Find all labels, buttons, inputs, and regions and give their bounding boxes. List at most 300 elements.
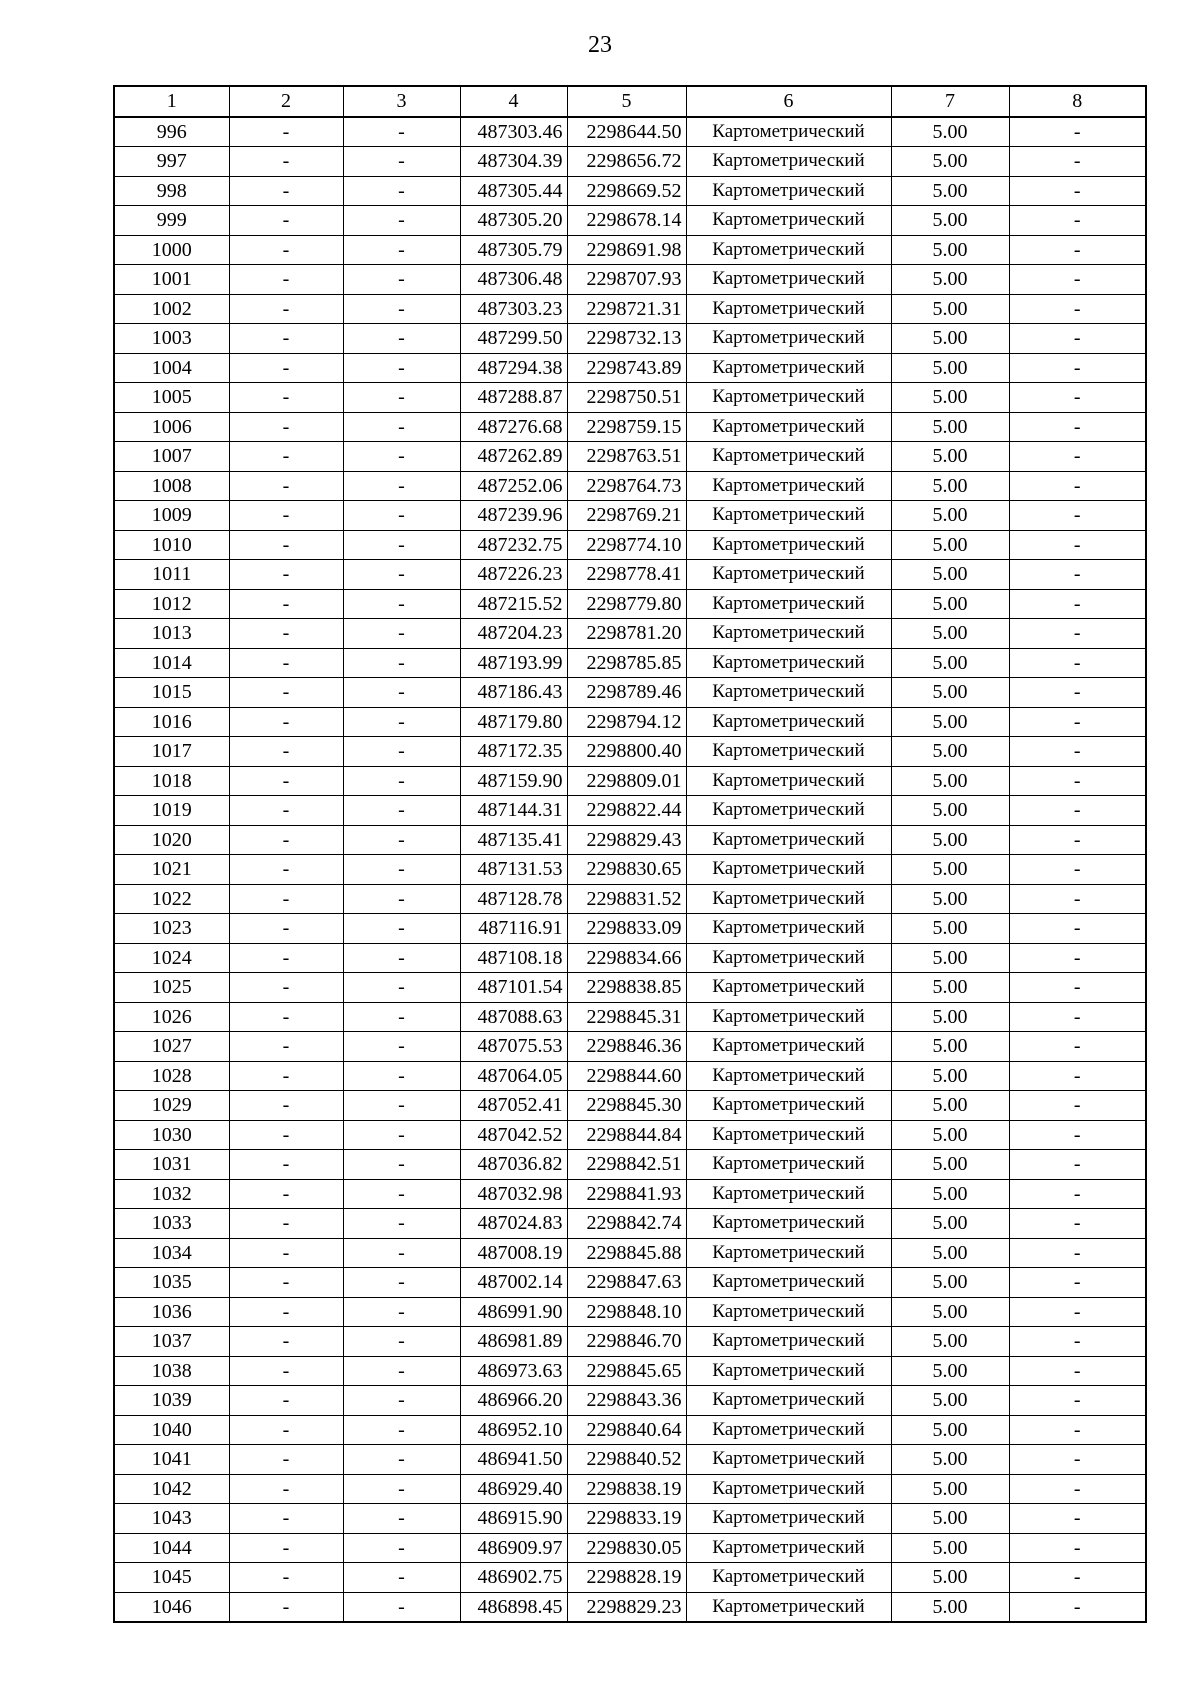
- table-row: [114, 589, 1146, 619]
- method-cell: Картометрический: [686, 501, 891, 531]
- method-cell: Картометрический: [686, 914, 891, 944]
- point-number-cell: 1034: [114, 1238, 229, 1268]
- table-row: [114, 1002, 1146, 1032]
- col3-cell: -: [343, 1032, 460, 1062]
- col2-cell: -: [229, 707, 343, 737]
- accuracy-cell: 5.00: [891, 265, 1009, 295]
- col3-cell: -: [343, 1150, 460, 1180]
- y-coordinate-cell: 2298830.05: [567, 1533, 686, 1563]
- col8-cell: -: [1009, 855, 1146, 885]
- table-row: [114, 117, 1146, 147]
- column-header: 4: [460, 86, 567, 117]
- col8-cell: -: [1009, 1002, 1146, 1032]
- col3-cell: -: [343, 530, 460, 560]
- point-number-cell: 1032: [114, 1179, 229, 1209]
- table-row: [114, 1061, 1146, 1091]
- accuracy-cell: 5.00: [891, 1032, 1009, 1062]
- y-coordinate-cell: 2298828.19: [567, 1563, 686, 1593]
- y-coordinate-cell: 2298845.65: [567, 1356, 686, 1386]
- col2-cell: -: [229, 1563, 343, 1593]
- col3-cell: -: [343, 265, 460, 295]
- col3-cell: -: [343, 1504, 460, 1534]
- col3-cell: -: [343, 147, 460, 177]
- col2-cell: -: [229, 973, 343, 1003]
- y-coordinate-cell: 2298644.50: [567, 117, 686, 147]
- method-cell: Картометрический: [686, 1563, 891, 1593]
- method-cell: Картометрический: [686, 353, 891, 383]
- y-coordinate-cell: 2298834.66: [567, 943, 686, 973]
- col8-cell: -: [1009, 265, 1146, 295]
- method-cell: Картометрический: [686, 471, 891, 501]
- table-row: [114, 855, 1146, 885]
- method-cell: Картометрический: [686, 117, 891, 147]
- table-row: [114, 1238, 1146, 1268]
- col8-cell: -: [1009, 560, 1146, 590]
- table-row: [114, 1356, 1146, 1386]
- method-cell: Картометрический: [686, 796, 891, 826]
- column-header: 3: [343, 86, 460, 117]
- x-coordinate-cell: 487276.68: [460, 412, 567, 442]
- col3-cell: -: [343, 973, 460, 1003]
- x-coordinate-cell: 487101.54: [460, 973, 567, 1003]
- x-coordinate-cell: 486898.45: [460, 1592, 567, 1622]
- accuracy-cell: 5.00: [891, 471, 1009, 501]
- y-coordinate-cell: 2298830.65: [567, 855, 686, 885]
- accuracy-cell: 5.00: [891, 973, 1009, 1003]
- col3-cell: -: [343, 1091, 460, 1121]
- col8-cell: -: [1009, 1563, 1146, 1593]
- col8-cell: -: [1009, 471, 1146, 501]
- accuracy-cell: 5.00: [891, 1445, 1009, 1475]
- point-number-cell: 1013: [114, 619, 229, 649]
- point-number-cell: 1007: [114, 442, 229, 472]
- method-cell: Картометрический: [686, 235, 891, 265]
- accuracy-cell: 5.00: [891, 206, 1009, 236]
- table-row: [114, 1504, 1146, 1534]
- col3-cell: -: [343, 1002, 460, 1032]
- col2-cell: -: [229, 737, 343, 767]
- column-header: 8: [1009, 86, 1146, 117]
- accuracy-cell: 5.00: [891, 1179, 1009, 1209]
- y-coordinate-cell: 2298781.20: [567, 619, 686, 649]
- col8-cell: -: [1009, 530, 1146, 560]
- method-cell: Картометрический: [686, 530, 891, 560]
- col2-cell: -: [229, 1120, 343, 1150]
- accuracy-cell: 5.00: [891, 442, 1009, 472]
- col3-cell: -: [343, 412, 460, 442]
- table-row: [114, 1474, 1146, 1504]
- accuracy-cell: 5.00: [891, 147, 1009, 177]
- y-coordinate-cell: 2298840.64: [567, 1415, 686, 1445]
- col8-cell: -: [1009, 1150, 1146, 1180]
- col2-cell: -: [229, 1091, 343, 1121]
- col2-cell: -: [229, 1061, 343, 1091]
- col2-cell: -: [229, 619, 343, 649]
- point-number-cell: 1027: [114, 1032, 229, 1062]
- accuracy-cell: 5.00: [891, 324, 1009, 354]
- x-coordinate-cell: 487305.44: [460, 176, 567, 206]
- col8-cell: -: [1009, 235, 1146, 265]
- col3-cell: -: [343, 1415, 460, 1445]
- col3-cell: -: [343, 855, 460, 885]
- col8-cell: -: [1009, 1356, 1146, 1386]
- method-cell: Картометрический: [686, 1032, 891, 1062]
- col8-cell: -: [1009, 1415, 1146, 1445]
- table-row: [114, 1445, 1146, 1475]
- y-coordinate-cell: 2298838.19: [567, 1474, 686, 1504]
- point-number-cell: 1022: [114, 884, 229, 914]
- col2-cell: -: [229, 1474, 343, 1504]
- col2-cell: -: [229, 294, 343, 324]
- col8-cell: -: [1009, 1091, 1146, 1121]
- col3-cell: -: [343, 1209, 460, 1239]
- col3-cell: -: [343, 1533, 460, 1563]
- y-coordinate-cell: 2298732.13: [567, 324, 686, 354]
- col3-cell: -: [343, 943, 460, 973]
- col8-cell: -: [1009, 1268, 1146, 1298]
- col3-cell: -: [343, 383, 460, 413]
- accuracy-cell: 5.00: [891, 1356, 1009, 1386]
- method-cell: Картометрический: [686, 1179, 891, 1209]
- y-coordinate-cell: 2298763.51: [567, 442, 686, 472]
- method-cell: Картометрический: [686, 1327, 891, 1357]
- column-header: 1: [114, 86, 229, 117]
- x-coordinate-cell: 487128.78: [460, 884, 567, 914]
- col2-cell: -: [229, 147, 343, 177]
- y-coordinate-cell: 2298759.15: [567, 412, 686, 442]
- table-row: [114, 1297, 1146, 1327]
- col2-cell: -: [229, 1238, 343, 1268]
- col3-cell: -: [343, 796, 460, 826]
- col2-cell: -: [229, 412, 343, 442]
- accuracy-cell: 5.00: [891, 1297, 1009, 1327]
- column-header: 6: [686, 86, 891, 117]
- col3-cell: -: [343, 117, 460, 147]
- table-row: [114, 471, 1146, 501]
- y-coordinate-cell: 2298845.88: [567, 1238, 686, 1268]
- col3-cell: -: [343, 884, 460, 914]
- col2-cell: -: [229, 589, 343, 619]
- accuracy-cell: 5.00: [891, 1002, 1009, 1032]
- y-coordinate-cell: 2298800.40: [567, 737, 686, 767]
- accuracy-cell: 5.00: [891, 560, 1009, 590]
- point-number-cell: 1019: [114, 796, 229, 826]
- col8-cell: -: [1009, 973, 1146, 1003]
- point-number-cell: 1042: [114, 1474, 229, 1504]
- x-coordinate-cell: 487002.14: [460, 1268, 567, 1298]
- accuracy-cell: 5.00: [891, 412, 1009, 442]
- table-row: [114, 914, 1146, 944]
- accuracy-cell: 5.00: [891, 1268, 1009, 1298]
- accuracy-cell: 5.00: [891, 1120, 1009, 1150]
- table-row: [114, 412, 1146, 442]
- x-coordinate-cell: 487215.52: [460, 589, 567, 619]
- point-number-cell: 1012: [114, 589, 229, 619]
- table-header-row: [114, 86, 1146, 117]
- y-coordinate-cell: 2298789.46: [567, 678, 686, 708]
- x-coordinate-cell: 487036.82: [460, 1150, 567, 1180]
- table-row: [114, 825, 1146, 855]
- col2-cell: -: [229, 501, 343, 531]
- method-cell: Картометрический: [686, 1356, 891, 1386]
- col3-cell: -: [343, 707, 460, 737]
- table-row: [114, 884, 1146, 914]
- col8-cell: -: [1009, 1504, 1146, 1534]
- col8-cell: -: [1009, 501, 1146, 531]
- col3-cell: -: [343, 1268, 460, 1298]
- method-cell: Картометрический: [686, 1386, 891, 1416]
- y-coordinate-cell: 2298842.74: [567, 1209, 686, 1239]
- table-row: [114, 235, 1146, 265]
- table-row: [114, 383, 1146, 413]
- x-coordinate-cell: 487299.50: [460, 324, 567, 354]
- col2-cell: -: [229, 442, 343, 472]
- y-coordinate-cell: 2298656.72: [567, 147, 686, 177]
- col8-cell: -: [1009, 943, 1146, 973]
- accuracy-cell: 5.00: [891, 1504, 1009, 1534]
- col8-cell: -: [1009, 147, 1146, 177]
- accuracy-cell: 5.00: [891, 1415, 1009, 1445]
- x-coordinate-cell: 487288.87: [460, 383, 567, 413]
- col3-cell: -: [343, 235, 460, 265]
- accuracy-cell: 5.00: [891, 1061, 1009, 1091]
- table-row: [114, 147, 1146, 177]
- col2-cell: -: [229, 206, 343, 236]
- point-number-cell: 999: [114, 206, 229, 236]
- table-row: [114, 707, 1146, 737]
- point-number-cell: 1006: [114, 412, 229, 442]
- table-row: [114, 973, 1146, 1003]
- accuracy-cell: 5.00: [891, 855, 1009, 885]
- method-cell: Картометрический: [686, 176, 891, 206]
- point-number-cell: 1046: [114, 1592, 229, 1622]
- method-cell: Картометрический: [686, 1091, 891, 1121]
- point-number-cell: 1001: [114, 265, 229, 295]
- y-coordinate-cell: 2298779.80: [567, 589, 686, 619]
- accuracy-cell: 5.00: [891, 294, 1009, 324]
- method-cell: Картометрический: [686, 147, 891, 177]
- col8-cell: -: [1009, 1386, 1146, 1416]
- table-row: [114, 294, 1146, 324]
- x-coordinate-cell: 487193.99: [460, 648, 567, 678]
- x-coordinate-cell: 487204.23: [460, 619, 567, 649]
- method-cell: Картометрический: [686, 1415, 891, 1445]
- x-coordinate-cell: 486941.50: [460, 1445, 567, 1475]
- point-number-cell: 1011: [114, 560, 229, 590]
- accuracy-cell: 5.00: [891, 530, 1009, 560]
- x-coordinate-cell: 487305.20: [460, 206, 567, 236]
- y-coordinate-cell: 2298840.52: [567, 1445, 686, 1475]
- x-coordinate-cell: 487064.05: [460, 1061, 567, 1091]
- accuracy-cell: 5.00: [891, 884, 1009, 914]
- method-cell: Картометрический: [686, 383, 891, 413]
- point-number-cell: 1043: [114, 1504, 229, 1534]
- y-coordinate-cell: 2298846.36: [567, 1032, 686, 1062]
- col8-cell: -: [1009, 294, 1146, 324]
- table-row: [114, 737, 1146, 767]
- accuracy-cell: 5.00: [891, 1533, 1009, 1563]
- y-coordinate-cell: 2298842.51: [567, 1150, 686, 1180]
- col8-cell: -: [1009, 678, 1146, 708]
- point-number-cell: 1026: [114, 1002, 229, 1032]
- accuracy-cell: 5.00: [891, 1150, 1009, 1180]
- col8-cell: -: [1009, 1327, 1146, 1357]
- col3-cell: -: [343, 442, 460, 472]
- y-coordinate-cell: 2298829.43: [567, 825, 686, 855]
- method-cell: Картометрический: [686, 442, 891, 472]
- y-coordinate-cell: 2298721.31: [567, 294, 686, 324]
- table-row: [114, 1533, 1146, 1563]
- col3-cell: -: [343, 206, 460, 236]
- accuracy-cell: 5.00: [891, 235, 1009, 265]
- col8-cell: -: [1009, 1533, 1146, 1563]
- table-row: [114, 206, 1146, 236]
- col2-cell: -: [229, 1533, 343, 1563]
- method-cell: Картометрический: [686, 1209, 891, 1239]
- col2-cell: -: [229, 1445, 343, 1475]
- accuracy-cell: 5.00: [891, 1474, 1009, 1504]
- table-row: [114, 560, 1146, 590]
- point-number-cell: 1038: [114, 1356, 229, 1386]
- table-row: [114, 265, 1146, 295]
- y-coordinate-cell: 2298743.89: [567, 353, 686, 383]
- col8-cell: -: [1009, 884, 1146, 914]
- col2-cell: -: [229, 530, 343, 560]
- col8-cell: -: [1009, 825, 1146, 855]
- method-cell: Картометрический: [686, 1002, 891, 1032]
- point-number-cell: 1023: [114, 914, 229, 944]
- col2-cell: -: [229, 1268, 343, 1298]
- x-coordinate-cell: 486952.10: [460, 1415, 567, 1445]
- col3-cell: -: [343, 1238, 460, 1268]
- col2-cell: -: [229, 1415, 343, 1445]
- method-cell: Картометрический: [686, 619, 891, 649]
- col8-cell: -: [1009, 1297, 1146, 1327]
- col2-cell: -: [229, 265, 343, 295]
- method-cell: Картометрический: [686, 884, 891, 914]
- y-coordinate-cell: 2298809.01: [567, 766, 686, 796]
- point-number-cell: 1025: [114, 973, 229, 1003]
- table-row: [114, 442, 1146, 472]
- col8-cell: -: [1009, 176, 1146, 206]
- x-coordinate-cell: 487108.18: [460, 943, 567, 973]
- point-number-cell: 1004: [114, 353, 229, 383]
- y-coordinate-cell: 2298838.85: [567, 973, 686, 1003]
- table-row: [114, 648, 1146, 678]
- table-row: [114, 678, 1146, 708]
- col3-cell: -: [343, 648, 460, 678]
- method-cell: Картометрический: [686, 855, 891, 885]
- col8-cell: -: [1009, 589, 1146, 619]
- table-row: [114, 766, 1146, 796]
- method-cell: Картометрический: [686, 1592, 891, 1622]
- x-coordinate-cell: 487116.91: [460, 914, 567, 944]
- x-coordinate-cell: 487226.23: [460, 560, 567, 590]
- col3-cell: -: [343, 1386, 460, 1416]
- point-number-cell: 1002: [114, 294, 229, 324]
- y-coordinate-cell: 2298764.73: [567, 471, 686, 501]
- accuracy-cell: 5.00: [891, 1563, 1009, 1593]
- accuracy-cell: 5.00: [891, 737, 1009, 767]
- point-number-cell: 1039: [114, 1386, 229, 1416]
- col8-cell: -: [1009, 353, 1146, 383]
- method-cell: Картометрический: [686, 1268, 891, 1298]
- table-row: [114, 1327, 1146, 1357]
- col3-cell: -: [343, 1474, 460, 1504]
- point-number-cell: 1044: [114, 1533, 229, 1563]
- col8-cell: -: [1009, 117, 1146, 147]
- x-coordinate-cell: 487306.48: [460, 265, 567, 295]
- accuracy-cell: 5.00: [891, 796, 1009, 826]
- col8-cell: -: [1009, 1474, 1146, 1504]
- coordinates-table: [113, 85, 1147, 1623]
- page-number: 23: [588, 32, 612, 58]
- col3-cell: -: [343, 678, 460, 708]
- col2-cell: -: [229, 1150, 343, 1180]
- col2-cell: -: [229, 383, 343, 413]
- col3-cell: -: [343, 1356, 460, 1386]
- x-coordinate-cell: 486966.20: [460, 1386, 567, 1416]
- col2-cell: -: [229, 560, 343, 590]
- table-row: [114, 943, 1146, 973]
- x-coordinate-cell: 486902.75: [460, 1563, 567, 1593]
- x-coordinate-cell: 487252.06: [460, 471, 567, 501]
- x-coordinate-cell: 487088.63: [460, 1002, 567, 1032]
- y-coordinate-cell: 2298833.09: [567, 914, 686, 944]
- point-number-cell: 1045: [114, 1563, 229, 1593]
- table-row: [114, 1032, 1146, 1062]
- col3-cell: -: [343, 471, 460, 501]
- col8-cell: -: [1009, 324, 1146, 354]
- col8-cell: -: [1009, 737, 1146, 767]
- accuracy-cell: 5.00: [891, 353, 1009, 383]
- col8-cell: -: [1009, 1179, 1146, 1209]
- accuracy-cell: 5.00: [891, 914, 1009, 944]
- point-number-cell: 1009: [114, 501, 229, 531]
- col2-cell: -: [229, 1209, 343, 1239]
- table-row: [114, 353, 1146, 383]
- x-coordinate-cell: 487144.31: [460, 796, 567, 826]
- point-number-cell: 997: [114, 147, 229, 177]
- col8-cell: -: [1009, 1032, 1146, 1062]
- point-number-cell: 1030: [114, 1120, 229, 1150]
- accuracy-cell: 5.00: [891, 117, 1009, 147]
- col2-cell: -: [229, 825, 343, 855]
- point-number-cell: 1024: [114, 943, 229, 973]
- accuracy-cell: 5.00: [891, 619, 1009, 649]
- col2-cell: -: [229, 1179, 343, 1209]
- accuracy-cell: 5.00: [891, 176, 1009, 206]
- col2-cell: -: [229, 914, 343, 944]
- col3-cell: -: [343, 353, 460, 383]
- col8-cell: -: [1009, 648, 1146, 678]
- y-coordinate-cell: 2298829.23: [567, 1592, 686, 1622]
- col2-cell: -: [229, 1032, 343, 1062]
- method-cell: Картометрический: [686, 648, 891, 678]
- method-cell: Картометрический: [686, 1238, 891, 1268]
- accuracy-cell: 5.00: [891, 1091, 1009, 1121]
- method-cell: Картометрический: [686, 766, 891, 796]
- col8-cell: -: [1009, 1209, 1146, 1239]
- col2-cell: -: [229, 324, 343, 354]
- col2-cell: -: [229, 176, 343, 206]
- point-number-cell: 1035: [114, 1268, 229, 1298]
- col2-cell: -: [229, 766, 343, 796]
- accuracy-cell: 5.00: [891, 1327, 1009, 1357]
- x-coordinate-cell: 487232.75: [460, 530, 567, 560]
- col3-cell: -: [343, 619, 460, 649]
- col2-cell: -: [229, 1297, 343, 1327]
